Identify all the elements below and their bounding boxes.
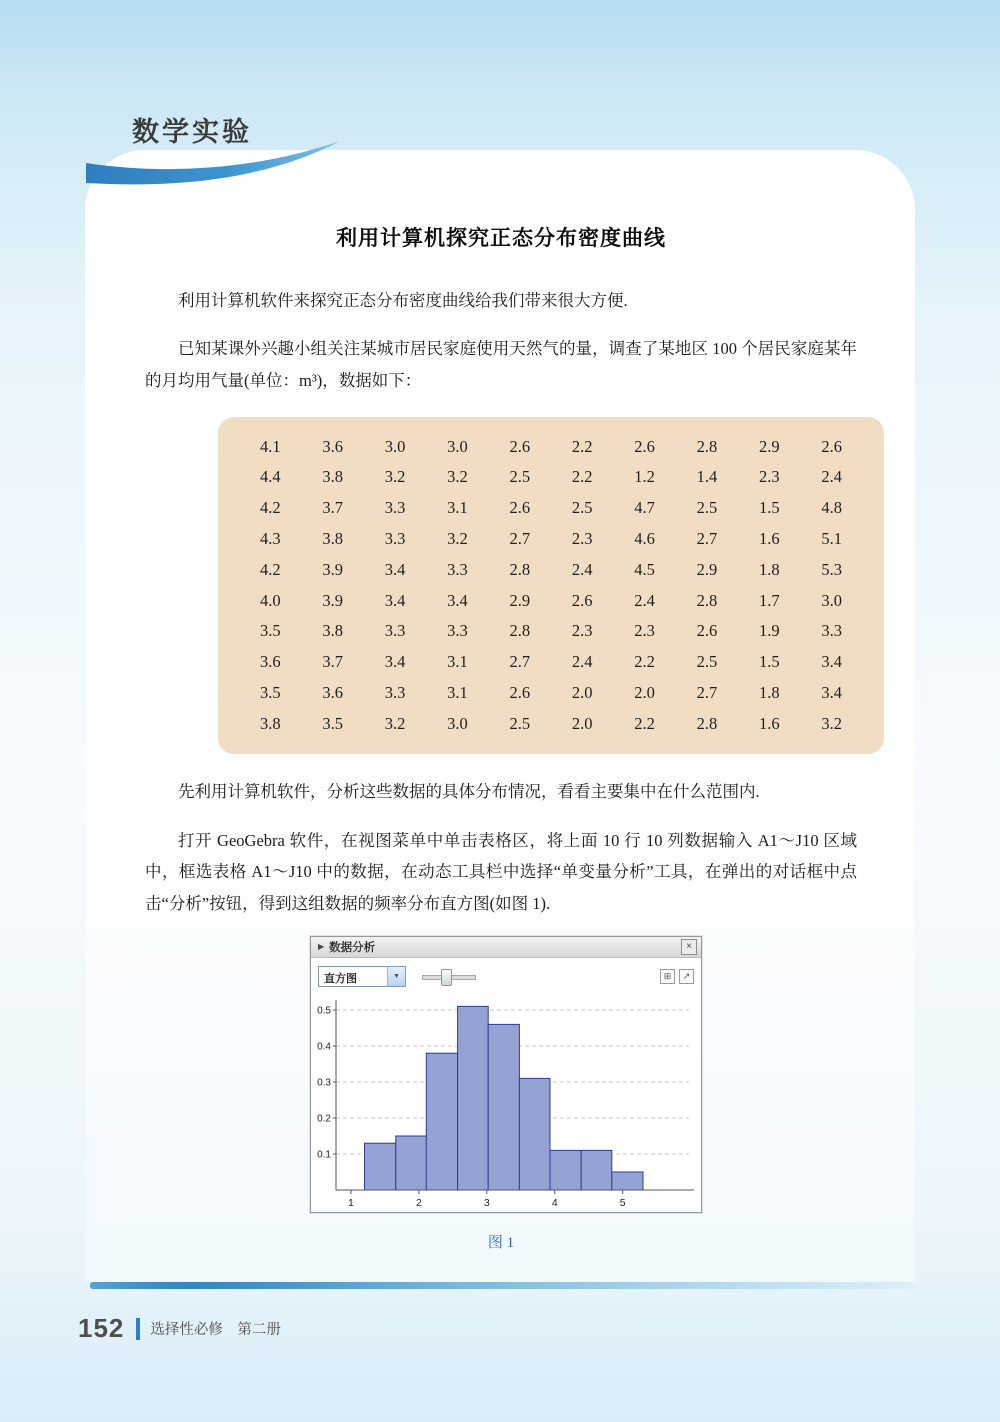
table-cell: 1.2 (634, 467, 655, 487)
table-cell: 3.2 (384, 713, 406, 733)
table-cell: 2.2 (571, 467, 593, 487)
table-cell: 3.5 (260, 621, 281, 641)
table-cell: 3.8 (322, 528, 343, 548)
table-cell: 3.0 (821, 590, 842, 610)
table-cell: 2.6 (696, 621, 718, 641)
article-title: 利用计算机探究正态分布密度曲线 (336, 227, 666, 250)
svg-text:0.1: 0.1 (317, 1149, 331, 1161)
table-cell: 2.0 (571, 713, 593, 733)
table-cell: 3.0 (447, 713, 468, 733)
table-cell: 2.8 (696, 436, 718, 456)
page-number: 152 (78, 1313, 125, 1343)
close-icon[interactable]: × (681, 939, 697, 955)
table-cell: 1.9 (759, 621, 780, 641)
paragraph-survey: 已知某课外兴趣小组关注某城市居民家庭使用天然气的量，调查了某地区 100 个居民家庭某年的月均用气量(单位：m³)，数据如下： (145, 339, 857, 390)
table-cell: 2.9 (759, 436, 780, 456)
gas-data-table (218, 417, 884, 755)
table-cell: 3.2 (447, 467, 468, 487)
table-cell: 2.5 (509, 467, 531, 487)
table-cell: 5.3 (821, 559, 842, 579)
table-cell: 3.1 (447, 652, 468, 672)
table-cell: 3.2 (384, 467, 406, 487)
table-cell: 2.5 (696, 498, 718, 518)
svg-text:0.2: 0.2 (317, 1113, 331, 1125)
table-cell: 3.7 (322, 498, 343, 518)
paragraph-geogebra-steps: 打开 GeoGebra 软件，在视图菜单中单击表格区，将上面 10 行 10 列数据输入 A1～J10 区域中，框选表格 A1～J10 中的数据，在动态工具栏中选择“单变量分析”工具，在弹出的对话框中点击“分析”按钮，得到这组数据的频率分布直方图(如图 1). (145, 830, 857, 913)
table-cell: 1.8 (759, 559, 780, 579)
table-cell: 3.4 (384, 559, 406, 579)
table-row (260, 586, 842, 617)
table-cell: 4.2 (260, 498, 281, 518)
page-footer (78, 1313, 281, 1344)
table-cell: 3.4 (447, 590, 468, 610)
table-cell: 3.3 (447, 621, 468, 641)
table-cell: 1.8 (759, 682, 780, 702)
histogram-svg (311, 992, 699, 1212)
chevron-down-icon[interactable]: ▼ (387, 967, 405, 986)
table-cell: 2.5 (696, 652, 718, 672)
table-cell: 2.7 (509, 652, 531, 672)
window-title: 数据分析 (329, 942, 376, 955)
svg-text:1: 1 (348, 1197, 354, 1210)
table-cell: 2.2 (634, 652, 655, 672)
table-cell: 4.4 (260, 467, 281, 487)
table-cell: 3.9 (322, 559, 343, 579)
paragraph-intro: 利用计算机软件来探究正态分布密度曲线给我们带来很大方便. (178, 291, 628, 310)
svg-text:3: 3 (483, 1197, 490, 1210)
paragraph-analysis: 先利用计算机软件，分析这些数据的具体分布情况，看看主要集中在什么范围内. (178, 782, 760, 802)
table-row (260, 493, 842, 524)
table-cell: 1.5 (759, 652, 780, 672)
table-cell: 3.1 (447, 682, 468, 702)
table-cell: 2.7 (696, 682, 718, 702)
table-cell: 4.3 (260, 528, 281, 548)
svg-text:0.5: 0.5 (317, 1005, 331, 1017)
table-cell: 1.6 (759, 713, 780, 733)
geogebra-data-analysis-window (310, 936, 702, 1213)
svg-text:0.4: 0.4 (317, 1041, 331, 1053)
table-cell: 2.4 (571, 559, 593, 579)
table-cell: 2.3 (634, 621, 655, 641)
table-cell: 2.8 (509, 621, 531, 641)
table-cell: 2.4 (571, 652, 593, 672)
table-cell: 2.6 (509, 498, 531, 518)
table-cell: 3.0 (447, 436, 468, 456)
table-cell: 2.4 (821, 467, 842, 487)
table-cell: 1.6 (759, 528, 780, 548)
table-cell: 5.1 (821, 528, 842, 548)
table-cell: 2.8 (696, 590, 718, 610)
svg-text:2: 2 (415, 1197, 422, 1210)
table-row (260, 709, 842, 740)
booklet-title: 选择性必修 第二册 (150, 1322, 281, 1338)
table-cell: 1.4 (696, 467, 718, 487)
histogram-plot-area (311, 992, 701, 1212)
table-cell: 1.5 (759, 498, 780, 518)
table-cell: 3.3 (821, 621, 842, 641)
table-cell: 4.8 (821, 498, 842, 518)
figure-caption: 图 1 (487, 1235, 515, 1252)
table-cell: 2.7 (696, 528, 718, 548)
table-cell: 2.3 (571, 528, 593, 548)
table-cell: 3.4 (384, 590, 406, 610)
section-header-label: 数学实验 (132, 117, 252, 147)
table-cell: 3.0 (384, 436, 406, 456)
table-cell: 2.9 (509, 590, 531, 610)
window-titlebar (311, 937, 701, 958)
svg-text:4: 4 (551, 1197, 558, 1210)
table-cell: 3.3 (384, 621, 406, 641)
chart-type-dropdown[interactable] (318, 966, 406, 987)
table-cell: 4.0 (260, 590, 281, 610)
table-cell: 3.2 (447, 528, 468, 548)
table-cell: 2.4 (634, 590, 655, 610)
table-cell: 2.6 (509, 682, 531, 702)
table-cell: 3.3 (447, 559, 468, 579)
table-cell: 2.6 (634, 436, 655, 456)
table-cell: 2.2 (571, 436, 593, 456)
table-cell: 2.6 (821, 436, 842, 456)
table-cell: 3.8 (322, 621, 343, 641)
chart-type-value: 直方图 (324, 972, 357, 985)
footer-separator (136, 1318, 140, 1340)
table-cell: 3.4 (821, 682, 842, 702)
table-cell: 3.4 (821, 652, 842, 672)
svg-text:5: 5 (619, 1197, 626, 1210)
table-cell: 2.5 (571, 498, 593, 518)
table-cell: 2.2 (634, 713, 655, 733)
table-cell: 3.3 (384, 498, 406, 518)
table-row (260, 647, 842, 678)
table-cell: 3.5 (322, 713, 343, 733)
table-cell: 3.3 (384, 528, 406, 548)
table-cell: 1.7 (759, 590, 780, 610)
table-cell: 3.8 (260, 713, 281, 733)
table-cell: 2.5 (509, 713, 531, 733)
table-cell: 2.8 (696, 713, 718, 733)
slider-handle[interactable] (441, 969, 452, 986)
options-panel-icon[interactable]: ⊞ (660, 969, 675, 984)
table-cell: 2.8 (509, 559, 531, 579)
table-cell: 3.6 (322, 682, 343, 702)
table-cell: 2.3 (571, 621, 593, 641)
table-cell: 3.4 (384, 652, 406, 672)
table-cell: 2.6 (571, 590, 593, 610)
footer-divider-bar (90, 1282, 912, 1289)
table-row (260, 524, 842, 555)
table-cell: 4.7 (634, 498, 655, 518)
table-cell: 3.6 (322, 436, 343, 456)
article-column (145, 222, 857, 1252)
table-cell: 4.2 (260, 559, 281, 579)
table-cell: 3.1 (447, 498, 468, 518)
table-cell: 3.5 (260, 682, 281, 702)
table-cell: 3.3 (384, 682, 406, 702)
export-window-icon[interactable]: ↗ (679, 969, 694, 984)
table-cell: 2.0 (571, 682, 593, 702)
table-cell: 2.3 (759, 467, 780, 487)
table-cell: 2.9 (696, 559, 718, 579)
toolbar-mini-icons (660, 969, 694, 984)
window-toolbar (311, 958, 701, 992)
table-cell: 2.6 (509, 436, 531, 456)
table-cell: 3.2 (821, 713, 842, 733)
table-cell: 3.9 (322, 590, 343, 610)
bins-slider[interactable] (422, 968, 476, 985)
table-cell: 2.7 (509, 528, 531, 548)
table-row (260, 678, 842, 709)
table-cell: 3.7 (322, 652, 343, 672)
table-cell: 4.1 (260, 436, 281, 456)
table-row (260, 616, 842, 647)
table-cell: 4.6 (634, 528, 655, 548)
table-cell: 2.0 (634, 682, 655, 702)
table-cell: 3.8 (322, 467, 343, 487)
table-row (260, 555, 842, 586)
table-row (260, 432, 842, 463)
table-cell: 3.6 (260, 652, 281, 672)
expand-arrow-icon[interactable]: ▶ (318, 942, 325, 952)
table-cell: 4.5 (634, 559, 655, 579)
table-row (260, 462, 842, 493)
svg-text:0.3: 0.3 (317, 1077, 331, 1089)
